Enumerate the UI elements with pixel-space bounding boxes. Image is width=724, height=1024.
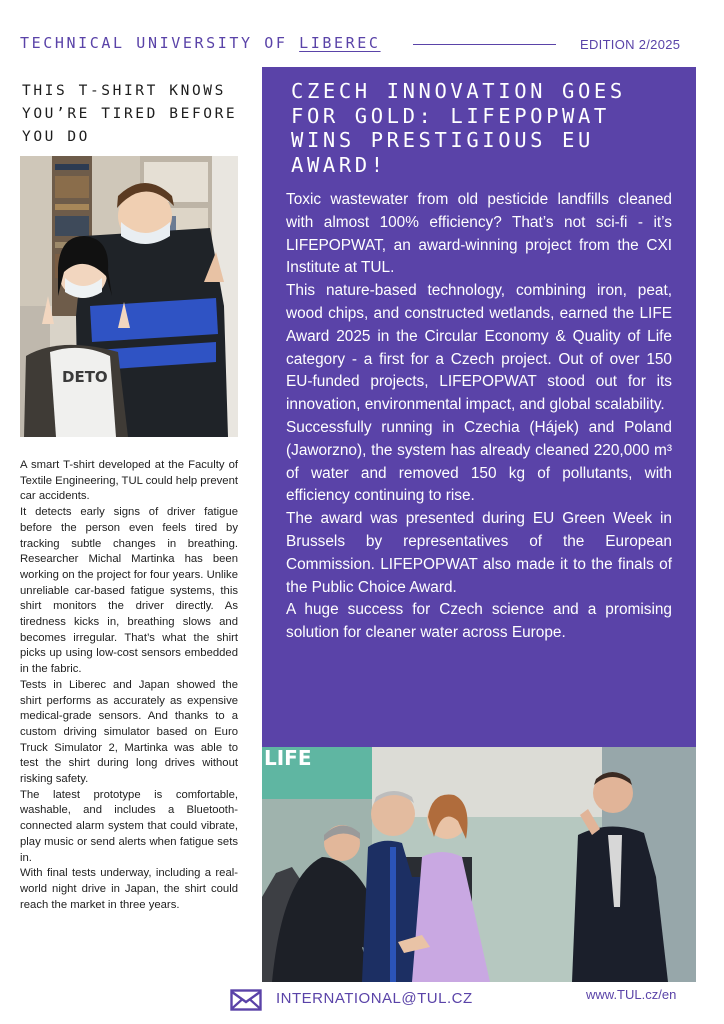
feature-article <box>262 67 696 747</box>
side-article-paragraph: The latest prototype is comfortable, washable, and includes a Bluetooth-connected alarm system that could vibrate, play music or send alerts when fatigue sets in. <box>20 788 238 864</box>
side-article-paragraph: With final tests underway, including a real-world night drive in Japan, the shirt could reach the market in three years. <box>20 867 238 911</box>
header-divider <box>413 44 556 45</box>
feature-paragraph: A huge success for Czech science and a promising solution for cleaner water across Europe. <box>286 601 672 642</box>
side-article-paragraph: A smart T-shirt developed at the Faculty of Textile Engineering, TUL could help prevent car accidents. <box>20 459 238 503</box>
envelope-icon[interactable] <box>230 989 262 1011</box>
feature-article-body <box>286 189 672 645</box>
feature-paragraph: Successfully running in Czechia (Hájek) and Poland (Jaworzno), the system has already cleaned 220,000 m³ of water and removed 150 kg of pollutants, with efficiency continuing to rise. <box>286 418 672 505</box>
feature-paragraph: This nature-based technology, combining iron, peat, wood chips, and constructed wetlands, earned the LIFE Award 2025 in the Circular Economy & Quality of Life category - a first for a Czech project. Out of over 150 EU-funded projects, LIFEPOPWAT stood out for its innovation, environmental impact, and global scalability. <box>286 282 672 414</box>
side-article-body <box>20 458 238 913</box>
contact-email-link[interactable]: INTERNATIONAL@TUL.CZ <box>276 990 473 1007</box>
feature-paragraph: The award was presented during EU Green Week in Brussels by representatives of the European Commission. LIFEPOPWAT also made it to the finals of the Public Choice Award. <box>286 510 672 596</box>
university-name <box>20 34 381 52</box>
feature-paragraph: Toxic wastewater from old pesticide landfills cleaned with almost 100% efficiency? That’s not sci-fi - it’s LIFEPOPWAT, an award-winning project from the CXI Institute at TUL. <box>286 191 672 277</box>
website-link[interactable]: www.TUL.cz/en <box>586 987 677 1002</box>
smart-tshirt-photo <box>20 156 238 437</box>
side-article-paragraph: It detects early signs of driver fatigue before the person even feels tired by tracking subtle changes in breathing. Researcher Michal Martinka has been working on the project for four years. Unlike unreliable car-based fatigue systems, this shirt monitors the driver directly. As tiredness kicks in, breathing slows and becomes irregular. That’s what the shirt picks up using low-cost sensors embedded in the fabric. <box>20 506 238 676</box>
award-ceremony-photo <box>262 747 696 982</box>
university-name-link[interactable]: LIBEREC <box>299 34 381 52</box>
feature-headline: CZECH INNOVATION GOES FOR GOLD: LIFEPOPWAT WINS PRESTIGIOUS EU AWARD! <box>291 79 626 177</box>
university-name-prefix: TECHNICAL UNIVERSITY OF <box>20 34 300 52</box>
side-article-headline: THIS T-SHIRT KNOWS YOU’RE TIRED BEFORE YOU DO <box>22 83 238 145</box>
edition-label: EDITION 2/2025 <box>580 37 681 52</box>
side-article-paragraph: Tests in Liberec and Japan showed the shirt performs as accurately as expensive medical-grade sensors. And thanks to a custom driving simulator based on Euro Truck Simulator 2, Martinka was able to test the shirt during long drives without risking safety. <box>20 678 238 786</box>
tshirt-print-text: DETO <box>62 368 108 386</box>
stage-sign-text: LIFE <box>264 747 312 770</box>
